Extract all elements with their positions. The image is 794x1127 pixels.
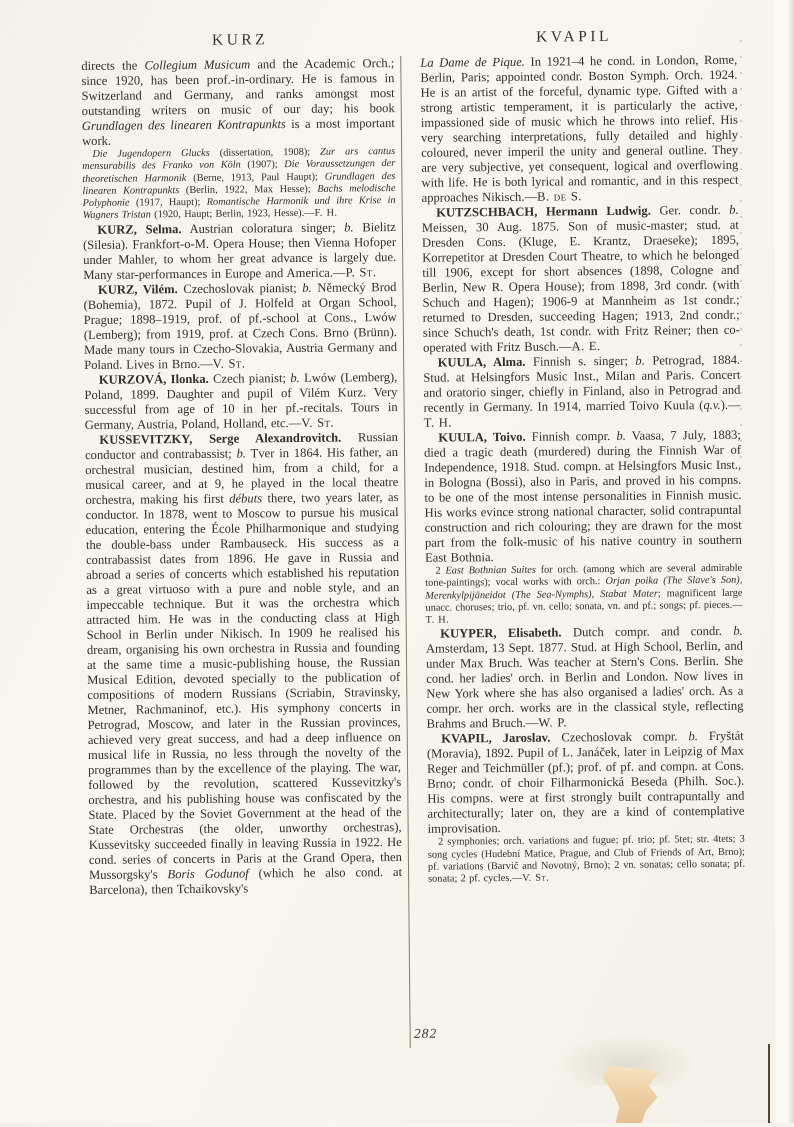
italic-text: q.v. [703,397,721,413]
entry-headword: KURZ, Vilém. [97,281,178,297]
author-initials: V. St. [522,872,550,885]
bibliography-kvapil-jaroslav: 2 symphonies; orch. variations and fugue; pf. trio; pf. 5tet; str. 4tets; 3 song cycles (Hudební Matice, Prague, and Club of Friends of Art, Brno); pf. variations (Barvič and Novotný, Brno); 2 vn. sonatas; cello sonata; pf. sonata; 2 pf. cycles.—V. St. [427,834,746,886]
author-initials: V. St. [301,415,334,430]
italic-text: débuts [229,491,263,506]
italic-text: Orjan poika (The Slave's Son), Merenkylpijäneidot (The Sea-Nymphs), Stabat Mater [425,574,743,602]
italic-text: b. [616,428,626,443]
running-head-left: KURZ [211,31,269,49]
italic-text: Bachs melodische Polyphonie [82,182,396,210]
running-head-right: KVAPIL [536,27,613,46]
entry-headword: KURZ, Selma. [97,221,182,237]
author-initials: F. H. [314,208,338,220]
italic-text: Collegium Musicum [144,57,251,73]
italic-text: Grundlagen des linearen Kontrapunkts [82,170,396,197]
entry-kurzova-ilonka: KURZOVÁ, Ilonka. Czech pianist; b. Lwów (Lemberg), Poland, 1899. Daughter and pupil of Vilém Kurz. Very successful from age of 10 in her pf.-recitals. Tours in Germany, Austria, Poland, Holland, etc.—V. St. [84,369,398,432]
italic-text: Boris Godunof [167,866,249,882]
italic-text: b. [729,202,739,217]
author-initials: T. H. [423,415,452,430]
bibliography-kuula-toivo: 2 East Bothnian Suites for orch. (among which are several admirable tone-paintings); vocal works with orch.: Orjan poika (The Slave's Son), Merenkylpijäneidot (The Sea-Nymphs), Stabat Mater; magnificent large unacc. choruses; trio, pf. vn. cello; sonata, vn. and pf.; songs; pf. pieces.—T. H. [425,562,743,626]
text-column-right [420,53,745,887]
italic-text: Grundlagen des linearen Kontrapunkts [81,117,286,134]
column-divider-rule [400,56,411,1048]
entry-kurz-vilem: KURZ, Vilém. Czechoslovak pianist; b. Německý Brod (Bohemia), 1872. Pupil of J. Holfeld at Organ School, Prague; 1898–1919, prof. of pf.-school at Cons., Lwów (Lemberg); from 1919, prof. at Czech Cons. Brno (Brünn). Made many tours in Czecho-Slovakia, Austria Germany and Poland. Lives in Brno.—V. St. [83,279,398,372]
entry-headword: KUTZSCHBACH, Hermann Ludwig. [436,203,651,220]
entry-kussevitzky-continuation: La Dame de Pique. In 1921–4 he cond. in London, Rome, Berlin, Paris; appointed condr. Boston Symph. Orch. 1924. He is an artist of the forceful, dynamic type. Gifted with a strong artistic temperament, it is particularly the active, impassioned side of music which he throws into relief. His very searching interpretations, fully detailed and highly coloured, never imperil the unity and general outline. They are very subjective, yet consequent, logical and overflowing with life. He is both lyrical and romantic, and in this respect approaches Nikisch.—B. de S. [420,52,739,205]
author-initials: A. E. [571,339,601,354]
author-initials: P. St. [345,264,377,280]
entry-kuula-toivo: KUULA, Toivo. Finnish compr. b. Vaasa, 7 July, 1883; died a tragic death (murdered) during the Finnish War of Independence, 1918. Stud. compn. at Helsingfors Music Inst., in Bologna (Bossi), also in Paris, and proved in his compns. to be one of the most intense personalities in Finnish music. His works evince strong national character, solid contrapuntal construction and rich colouring; they are drawn for the most part from the folk-music of his native country in southern East Bothnia. [423,427,742,565]
entry-headword: KURZOVÁ, Ilonka. [98,371,209,387]
author-initials: T. H. [425,614,450,626]
text-column-left [81,56,402,898]
italic-text: La Dame de Pique. [420,54,525,70]
author-initials: B. de S. [536,189,582,204]
entry-kuula-alma: KUULA, Alma. Finnish s. singer; b. Petrograd, 1884. Stud. at Helsingfors Music Inst., Milan and Paris. Concert and oratorio singer, chiefly in Finland, also in Petrograd and recently in Germany. In 1914, married Toivo Kuula (q.v.).—T. H. [423,352,741,430]
italic-text: b. [302,280,312,295]
italic-text: b. [236,446,247,461]
bibliography-kurz: Die Jugendopern Glucks (dissertation, 1908); Zur ars cantus mensurabilis des Franko von Köln (1907); Die Voraussetzungen der theoretischen Harmonik (Berne, 1913, Paul Haupt); Grundlagen des linearen Kontrapunkts (Berlin, 1922, Max Hesse); Bachs melodische Polyphonie (1917, Haupt); Romantische Harmonik und ihre Krise in Wagners Tristan (1920, Haupt; Berlin, 1923, Hesse).—F. H. [82,146,396,222]
entry-kussevitzky-serge: KUSSEVITZKY, Serge Alexandrovitch. Russian conductor and contrabassist; b. Tver in 1864. His father, an orchestral musician, destined him, from a child, for a musical career, and at 9, he played in the local theatre orchestra, making his first débuts there, two years later, as conductor. In 1878, went to Moscow to pursue his musical education, entering the École Philharmonique and studying the double-bass under Rambauseck. His success as a contrabassist dates from 1896. He gave in Russia and abroad a series of concerts which established his reputation as a great virtuoso with a pure and noble style, and an impeccable technique. But it was the orchestra which attracted him. He was in the conducting class at High School in Berlin under Nikisch. In 1909 he realised his dream, organising his own orchestra in Russia and founding at the same time a music-publishing house, the Russian Musical Edition, devoted specially to the publication of compositions of modern Russians (Scriabin, Stravinsky, Metner, Rachmaninof, etc.). His symphony concerts in Petrograd, Moscow, and later in the Russian provinces, achieved very great success, and had a deep influence on musical life in Russia, no less through the novelty of the programmes than by the excellence of the playing. The war, followed by the revolution, scattered Kussevitzky's orchestra, and his publishing house was confiscated by the State. Placed by the Soviet Government at the head of the State Orchestras (the older, unworthy orchestras), Kussevitsky succeeded finally in leaving Russia in 1922. He cond. series of concerts in Paris at the Grand Opera, then Mussorgsky's Boris Godunof (which he also cond. at Barcelona), then Tchaikovsky's [84,429,403,897]
entry-headword: KUYPER, Elisabeth. [440,625,562,642]
italic-text: East Bothnian Suites [445,564,536,577]
page-number: 282 [413,1025,438,1041]
italic-text: b. [290,370,300,385]
entry-headword: KVAPIL, Jaroslav. [441,731,551,747]
entry-kvapil-jaroslav: KVAPIL, Jaroslav. Czechoslovak compr. b. Fryštát (Moravia), 1892. Pupil of L. Janáček, later in Leipzig of Max Reger and Teichmüller (pf.); prof. of pf. and compn. at Cons. Brno; condr. of choir Filharmonická Beseda (Philh. Soc.). His compns. were at first strongly built contrapuntally and architecturally; later on, they are a kind of contemplative improvisation. [426,729,745,837]
italic-text: Zur ars cantus mensurabilis des Franko von Köln [82,146,396,173]
author-initials: V. St. [212,356,246,371]
entry-kuyper-elisabeth: KUYPER, Elisabeth. Dutch compr. and condr. b. Amsterdam, 13 Sept. 1877. Stud. at High School, Berlin, and under Max Bruch. Was teacher at Stern's Cons. Berlin. She cond. her ladies' orch. in Berlin and London. Now lives in New York where she has also organised a ladies' orch. As a compr. her orch. works are in the classical style, reflecting Brahms and Bruch.—W. P. [425,624,744,732]
entry-headword: KUULA, Toivo. [438,429,526,445]
italic-text: Die Jugendopern Glucks [92,147,210,160]
italic-text: b. [635,353,645,368]
author-initials: W. P. [538,715,567,731]
entry-kurz-selma: KURZ, Selma. Austrian coloratura singer; b. Bielitz (Silesia). Frankfort-o-M. Opera House; then Vienna Hofoper under Mahler, to whom her great advance is largely due. Many star-performances in Europe and America.—P. St. [82,219,397,282]
page-edge-line [768,1044,770,1123]
italic-text: b. [733,624,743,639]
entry-headword: KUULA, Alma. [437,354,526,370]
entry-kurz-continuation: directs the Collegium Musicum and the Academic Orch.; since 1920, has been prof.-in-ordinary. He is famous in Switzerland and Germany, and ranks amongst most outstanding writers on music of our day; his book Grundlagen des linearen Kontrapunkts is a most important work. [81,56,395,149]
entry-kutzschbach-hermann: KUTZSCHBACH, Hermann Ludwig. Ger. condr. b. Meissen, 30 Aug. 1875. Son of music-master; stud. at Dresden Cons. (Kluge, E. Krantz, Draeseke); 1895, Korrepetitor at Dresden Court Theatre, to which he belonged till 1906, except for short absences (1898, Cologne and Berlin, New R. Opera House); from 1898, 3rd condr. (with Schuch and Hagen); 1906-9 at Mannheim as 1st condr.; returned to Dresden, succeeding Hagen; 1913, 2nd condr.; since Schuch's death, 1st condr. with Fritz Reiner; then co-operated with Fritz Busch.—A. E. [421,202,740,355]
italic-text: b. [688,729,698,744]
italic-text: Die Voraussetzungen der theoretischen Harmonik [82,158,396,185]
italic-text: Romantische Harmonik und ihre Krise in Wagners Tristan [82,195,396,222]
italic-text: b. [344,220,354,235]
entry-headword: KUSSEVITZKY, Serge Alexandrovitch. [99,430,342,447]
